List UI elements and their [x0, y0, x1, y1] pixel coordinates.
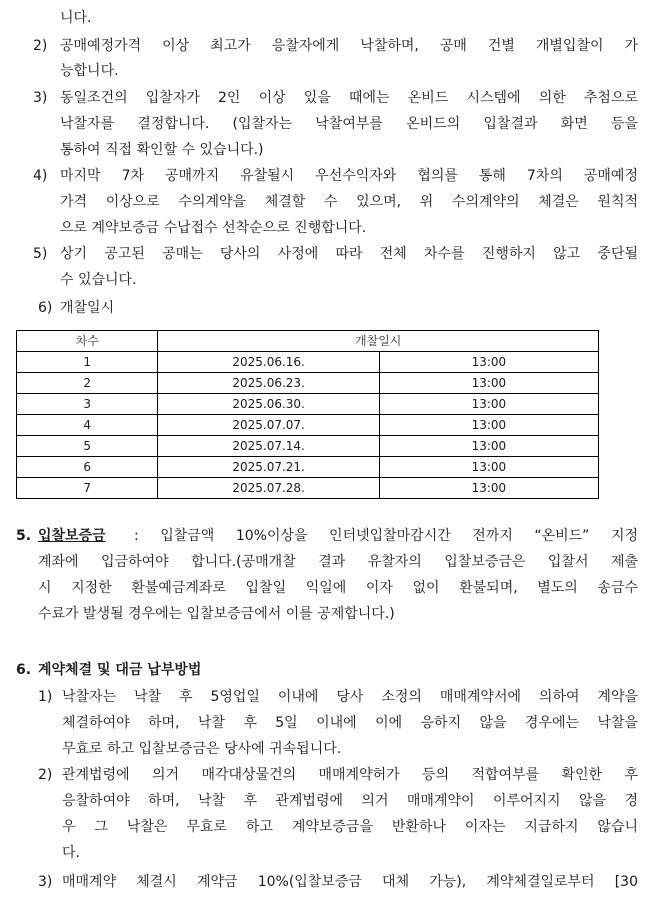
- item-3-line-1: 동일조건의 입찰자가 2인 이상 있을 때에는 온비드 시스템에 의한 추첨으로: [60, 90, 638, 106]
- item-5-line-2: 수 있습니다.: [60, 272, 137, 288]
- item-5-line-1: 상기 공고된 공매는 당사의 사정에 따라 전체 차수를 진행하지 않고 중단될: [60, 246, 638, 262]
- section-5-title: 입찰보증금: [38, 528, 106, 544]
- item-2-line-2: 능합니다.: [60, 63, 119, 79]
- section-6-number: 6.: [16, 662, 32, 678]
- table-row: [17, 457, 599, 478]
- date-cell: 2025.07.21.: [158, 457, 379, 478]
- section-5-number: 5.: [16, 528, 32, 544]
- section-6-item-2-line-3: 우 그 낙찰은 무효로 하고 계약보증금을 반환하나 이자는 지급하지 않습니: [62, 819, 638, 835]
- item-6-number: 6): [38, 300, 53, 316]
- item-5-number: 5): [33, 246, 48, 262]
- date-cell: 2025.06.16.: [158, 352, 379, 373]
- section-5-line-4: 수료가 발생될 경우에는 입찰보증금에서 이를 공제합니다.): [38, 606, 395, 622]
- round-cell: 3: [17, 394, 158, 415]
- section-6-item-1-line-1: 낙찰자는 낙찰 후 5영업일 이내에 당사 소정의 매매계약서에 의하여 계약을: [62, 689, 638, 705]
- section-6-item-2-line-1: 관계법령에 의거 매각대상물건의 매매계약허가 등의 적합여부를 확인한 후: [62, 767, 638, 783]
- item-4-line-3: 으로 계약보증금 수납접수 선착순으로 진행합니다.: [60, 220, 367, 236]
- round-cell: 2: [17, 373, 158, 394]
- table-row: [17, 394, 599, 415]
- date-cell: 2025.06.23.: [158, 373, 379, 394]
- item-2-number: 2): [33, 38, 48, 54]
- time-cell: 13:00: [379, 373, 598, 394]
- table-row: [17, 373, 599, 394]
- item-2-line-1: 공매예정가격 이상 최고가 응찰자에게 낙찰하며, 공매 건별 개별입찰이 가: [60, 38, 638, 54]
- section-5-line-2: 계좌에 입금하여야 합니다.(공매개찰 결과 유찰자의 입찰보증금은 입찰서 제출: [38, 554, 638, 570]
- time-cell: 13:00: [379, 457, 598, 478]
- round-cell: 1: [17, 352, 158, 373]
- round-cell: 7: [17, 478, 158, 499]
- item-3-line-2: 낙찰자를 결정합니다. (입찰자는 낙찰여부를 온비드의 입찰결과 화면 등을: [60, 116, 638, 132]
- section-6-item-2-line-4: 다.: [62, 845, 80, 861]
- header-round: 차수: [17, 331, 158, 352]
- round-cell: 5: [17, 436, 158, 457]
- round-cell: 4: [17, 415, 158, 436]
- item-1-continuation: 니다.: [60, 10, 92, 26]
- item-4-number: 4): [33, 168, 48, 184]
- date-cell: 2025.07.14.: [158, 436, 379, 457]
- item-3-line-3: 통하여 직접 확인할 수 있습니다.): [60, 142, 264, 158]
- section-6-item-3-number: 3): [38, 874, 53, 890]
- table-row: [17, 478, 599, 499]
- time-cell: 13:00: [379, 436, 598, 457]
- section-5-line-1: : 입찰금액 10%이상을 인터넷입찰마감시간 전까지 “온비드” 지정: [134, 528, 638, 544]
- date-cell: 2025.07.07.: [158, 415, 379, 436]
- time-cell: 13:00: [379, 415, 598, 436]
- item-3-number: 3): [33, 90, 48, 106]
- section-6-item-3-line-1: 매매계약 체결시 계약금 10%(입찰보증금 대체 가능), 계약체결일로부터 [30: [62, 874, 638, 890]
- item-6-label: 개찰일시: [60, 300, 115, 316]
- opening-schedule-table: [16, 330, 599, 499]
- table-header-row: [17, 331, 599, 352]
- table-row: [17, 415, 599, 436]
- round-cell: 6: [17, 457, 158, 478]
- section-6-item-2-number: 2): [38, 767, 53, 783]
- table-row: [17, 436, 599, 457]
- date-cell: 2025.06.30.: [158, 394, 379, 415]
- date-cell: 2025.07.28.: [158, 478, 379, 499]
- table-row: [17, 352, 599, 373]
- section-6-title: 계약체결 및 대금 납부방법: [38, 662, 202, 678]
- section-6-item-1-number: 1): [38, 689, 53, 705]
- section-6-item-1-line-2: 체결하여야 하며, 낙찰 후 5일 이내에 이에 응하지 않을 경우에는 낙찰을: [62, 715, 638, 731]
- item-4-line-2: 가격 이상으로 수의계약을 체결할 수 있으며, 위 수의계약의 체결은 원칙적: [60, 194, 638, 210]
- time-cell: 13:00: [379, 478, 598, 499]
- header-opening-datetime: 개찰일시: [158, 331, 599, 352]
- time-cell: 13:00: [379, 352, 598, 373]
- time-cell: 13:00: [379, 394, 598, 415]
- section-6-item-2-line-2: 응찰하여야 하며, 낙찰 후 관계법령에 의거 매매계약이 이루어지지 않을 경: [62, 793, 638, 809]
- section-5-line-3: 시 지정한 환불예금계좌로 입찰일 익일에 이자 없이 환불되며, 별도의 송금수: [38, 580, 638, 596]
- item-4-line-1: 마지막 7차 공매까지 유찰될시 우선수익자와 협의를 통해 7차의 공매예정: [60, 168, 638, 184]
- section-6-item-1-line-3: 무효로 하고 입찰보증금은 당사에 귀속됩니다.: [62, 741, 342, 757]
